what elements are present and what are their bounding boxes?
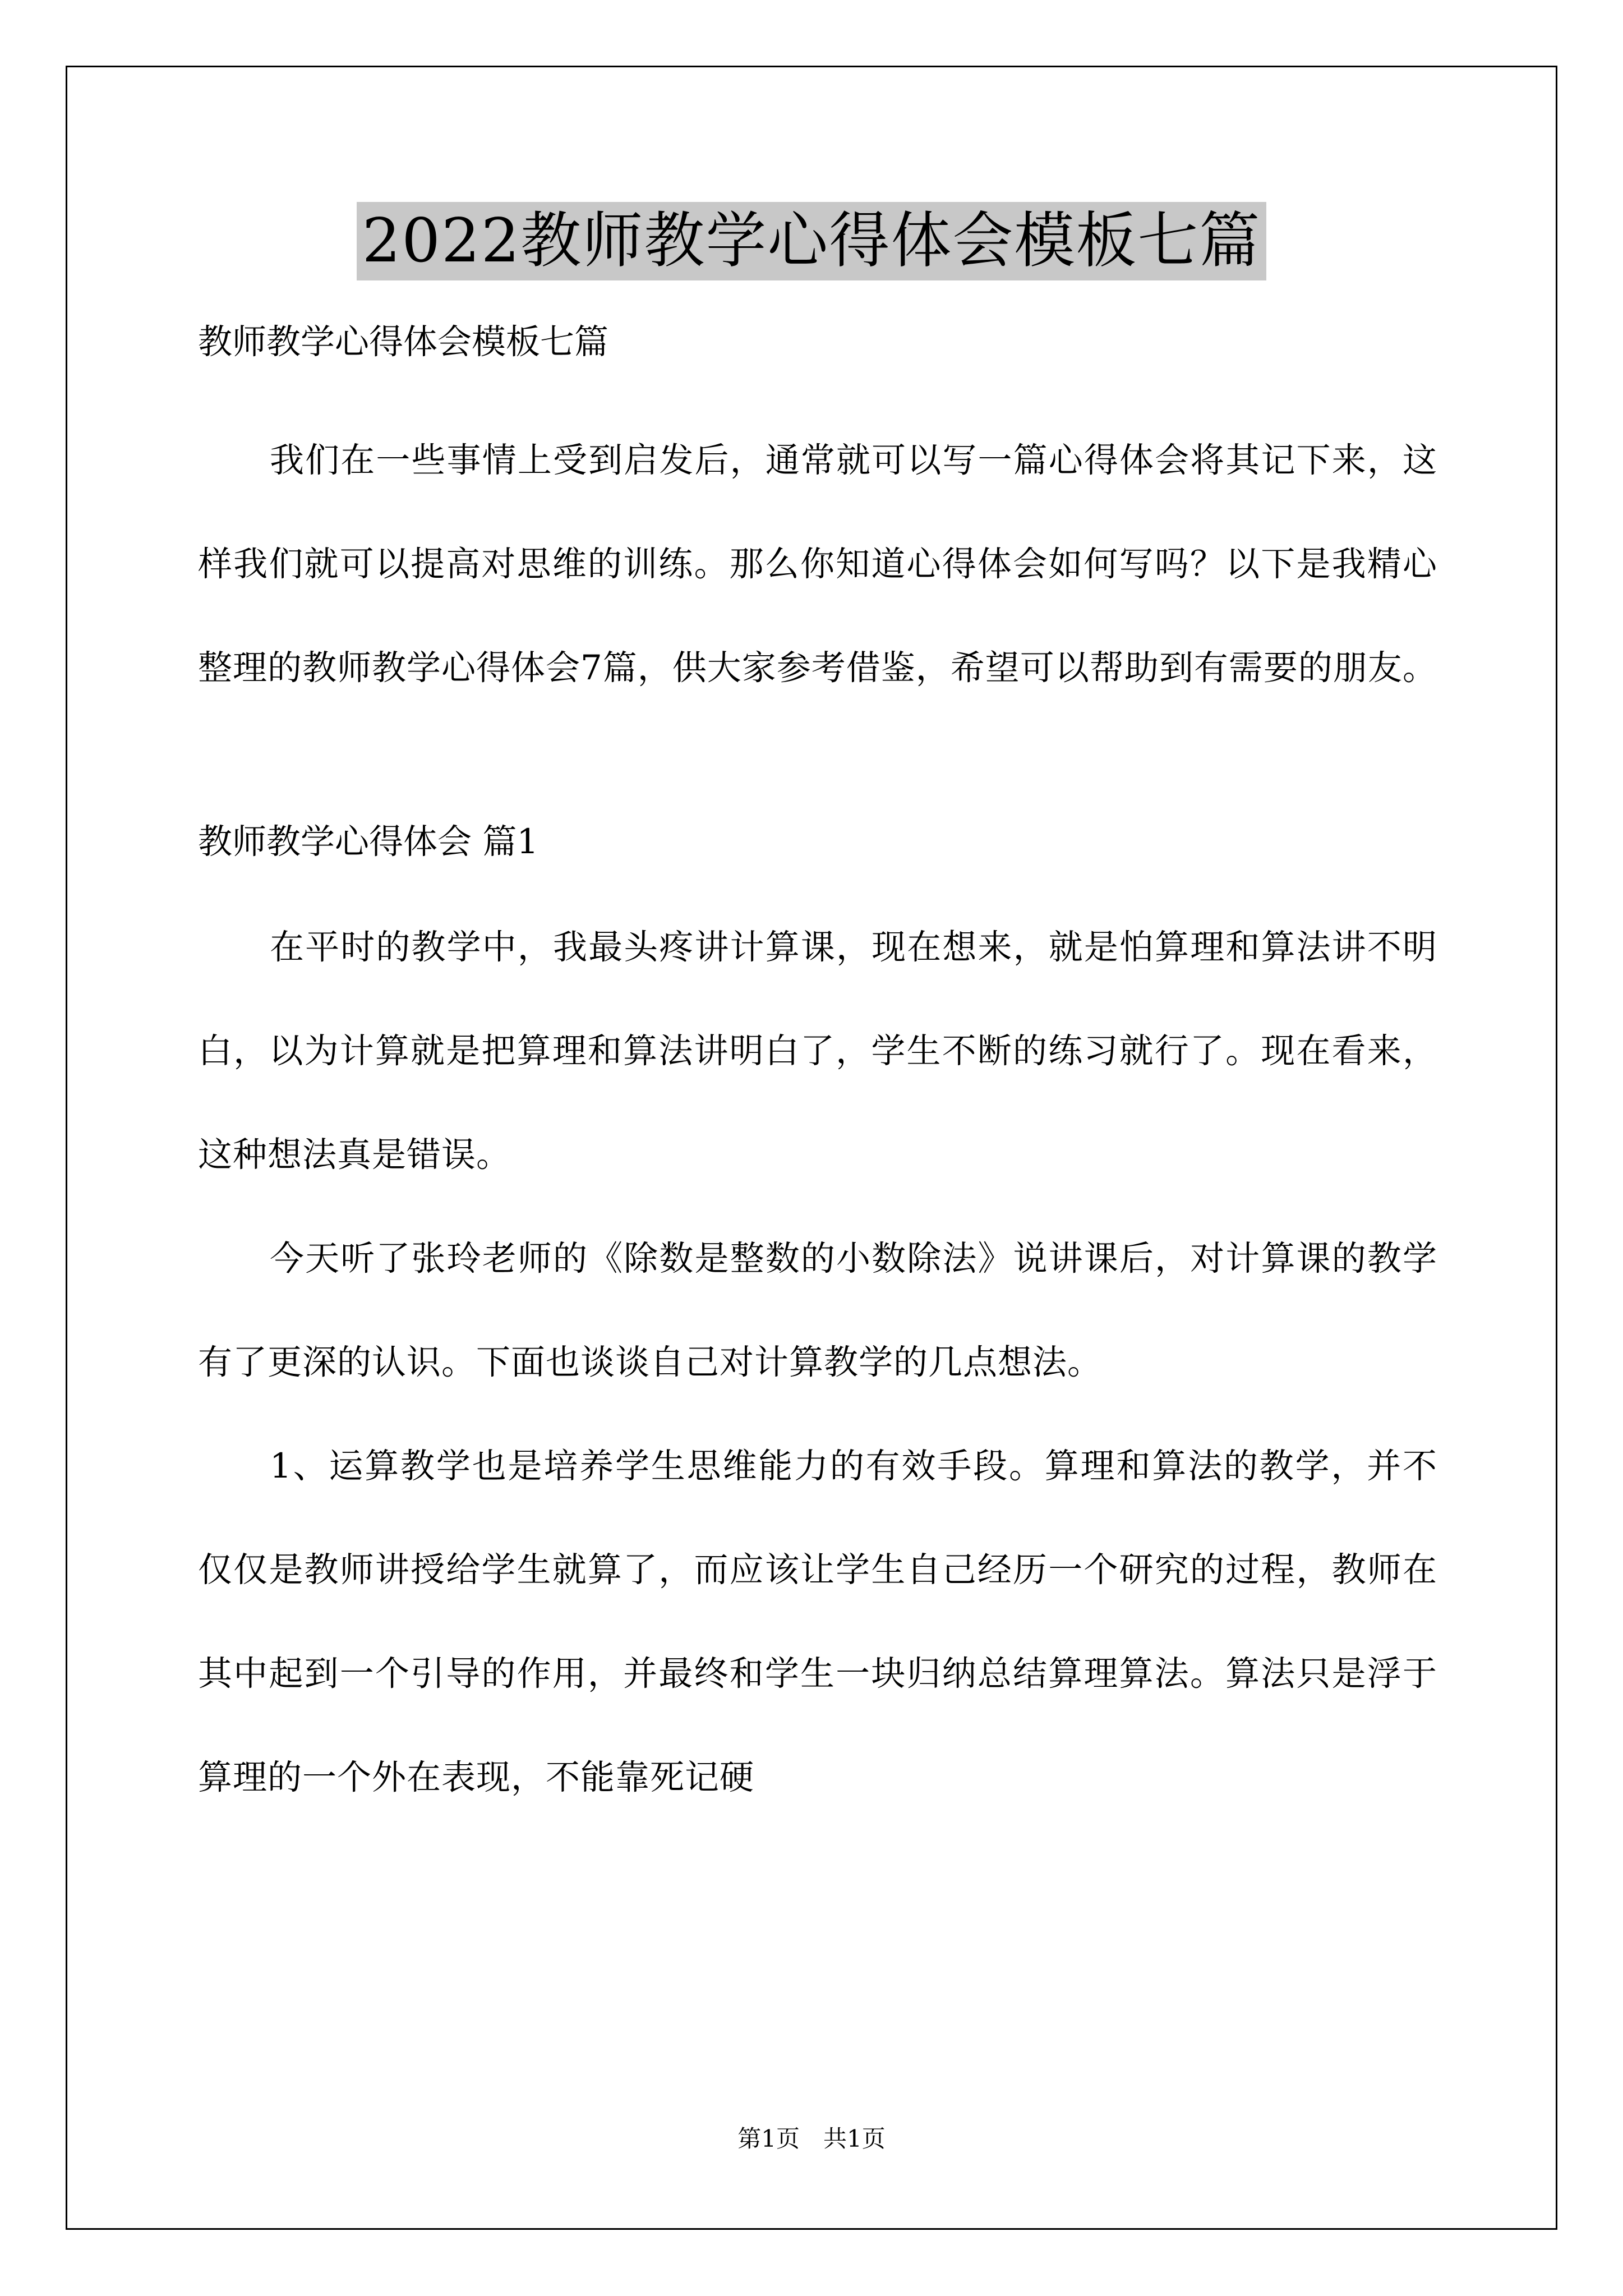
document-subtitle: 教师教学心得体会模板七篇	[198, 322, 609, 362]
document-body	[198, 314, 1437, 1829]
section-heading: 教师教学心得体会 篇1	[198, 822, 539, 862]
body-paragraph-3: 1、运算教学也是培养学生思维能力的有效手段。算理和算法的教学，并不仅仅是教师讲授给学生就算了，而应该让学生自己经历一个研究的过程，教师在其中起到一个引导的作用，并最终和学生一块归纳总结算理算法。算法只是浮于算理的一个外在表现，不能靠死记硬	[198, 1446, 1437, 1797]
page-footer: 第1页 共1页	[737, 2125, 886, 2152]
document-title: 2022教师教学心得体会模板七篇	[357, 202, 1267, 280]
title-wrap	[0, 202, 1623, 280]
body-paragraph-1: 在平时的教学中，我最头疼讲计算课，现在想来，就是怕算理和算法讲不明白，以为计算就是把算理和算法讲明白了，学生不断的练习就行了。现在看来，这种想法真是错误。	[198, 927, 1437, 1175]
intro-paragraph: 我们在一些事情上受到启发后，通常就可以写一篇心得体会将其记下来，这样我们就可以提高对思维的训练。那么你知道心得体会如何写吗？以下是我精心整理的教师教学心得体会7篇，供大家参考借鉴，希望可以帮助到有需要的朋友。	[198, 440, 1437, 688]
body-paragraph-2: 今天听了张玲老师的《除数是整数的小数除法》说讲课后，对计算课的教学有了更深的认识。下面也谈谈自己对计算教学的几点想法。	[198, 1239, 1437, 1382]
